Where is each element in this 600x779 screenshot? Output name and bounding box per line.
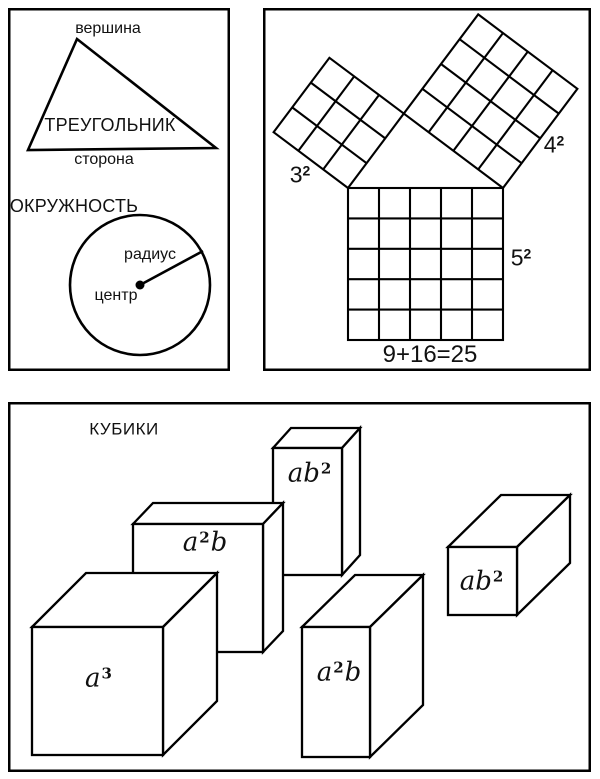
circle-radius-label: радиус	[124, 246, 176, 263]
square-4-exponent: 2	[556, 132, 565, 149]
box-ab2-tall-exponent: 2	[320, 459, 332, 478]
circle-title: ОКРУЖНОСТЬ	[9, 196, 139, 216]
square-5-base: 5	[510, 244, 524, 271]
square-3-exponent: 2	[302, 162, 311, 179]
square-3-base: 3	[289, 161, 303, 188]
box-ab2-tall-b: b	[303, 458, 320, 489]
pythagoras-panel-border	[264, 9, 590, 370]
box-a2b-back-a: a	[182, 527, 199, 558]
square-4-base: 4	[543, 131, 557, 158]
cube-a3-base: a	[85, 663, 101, 694]
square-5-grid	[348, 188, 503, 340]
pythagoras-equation: 9+16=25	[382, 341, 478, 368]
box-a2b-back-exponent: 2	[199, 528, 210, 547]
pythagoras-figure	[263, 8, 591, 371]
box-a2b-front-b: b	[344, 657, 362, 688]
cube-a3-shape	[32, 573, 217, 755]
cubes-panel	[8, 402, 591, 772]
box-ab2-right-exponent: 2	[492, 567, 504, 586]
triangle-side-label: сторона	[74, 151, 134, 168]
box-a2b-front-label	[317, 659, 362, 686]
geometry-panel-border	[9, 9, 229, 370]
box-ab2-right-a: a	[459, 566, 476, 597]
box-a2b-front-a: a	[316, 657, 333, 688]
square-4-grid	[404, 14, 578, 188]
box-ab2-right-shape	[448, 495, 570, 615]
pythagoras-panel	[263, 8, 591, 371]
square-4-label	[544, 132, 565, 157]
square-3-label	[290, 162, 311, 187]
cube-a3-exponent: 3	[101, 664, 112, 683]
box-a2b-front-exponent: 2	[333, 658, 344, 677]
geometry-panel-figure	[8, 8, 230, 371]
box-ab2-tall-a: a	[287, 458, 304, 489]
box-ab2-right-b: b	[475, 566, 492, 597]
square-5-label	[511, 245, 532, 270]
box-ab2-tall-label	[288, 460, 333, 487]
box-ab2-right-label	[460, 568, 505, 595]
square-5-exponent: 2	[523, 245, 532, 262]
triangle-title: ТРЕУГОЛЬНИК	[44, 115, 176, 135]
triangle-vertex-label: вершина	[75, 20, 141, 37]
geometry-panel	[8, 8, 230, 371]
box-ab2-tall-shape	[273, 428, 360, 575]
cubes-title: КУБИКИ	[89, 419, 159, 439]
cube-a3-label	[85, 665, 113, 692]
box-a2b-back-b: b	[210, 527, 228, 558]
box-a2b-back-label	[183, 529, 228, 556]
circle-center-label: центр	[94, 287, 138, 304]
